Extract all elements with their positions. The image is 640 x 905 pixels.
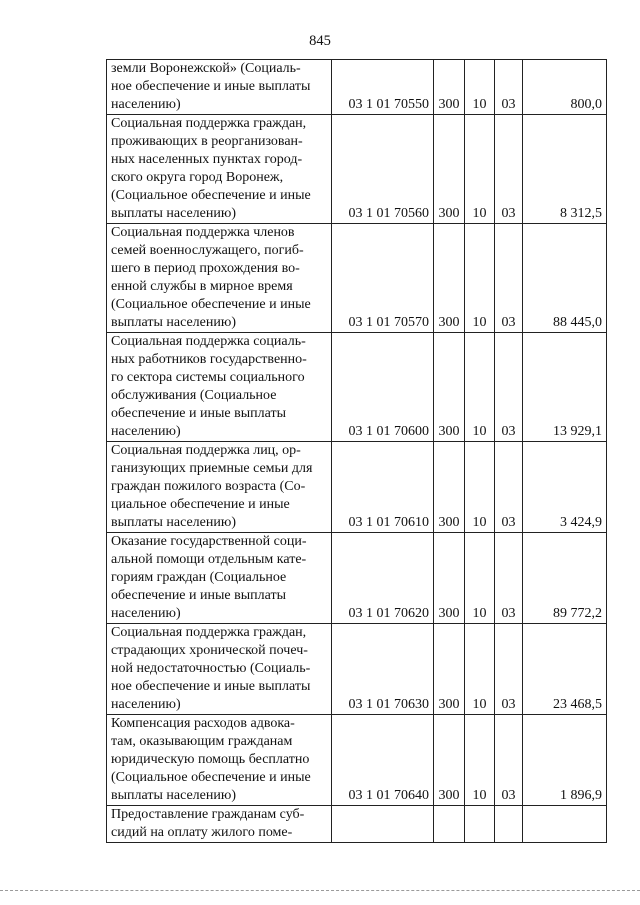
subsection-cell: 03: [495, 115, 523, 224]
target-item-code-cell: [332, 806, 434, 843]
table-row: [107, 333, 607, 442]
amount-cell: 89 772,2: [523, 533, 607, 624]
subsection-cell: 03: [495, 442, 523, 533]
expense-name-line: Компенсация расходов адвока-: [111, 716, 295, 731]
expense-type-cell: 300: [434, 442, 465, 533]
page-number: 845: [309, 33, 331, 49]
expense-name-line: населению): [111, 424, 181, 439]
expense-name-cell: [107, 533, 332, 624]
expense-name-line: го сектора системы социального: [111, 370, 305, 385]
expense-name-line: обеспечение и иные выплаты: [111, 588, 286, 603]
expense-name-line: выплаты населению): [111, 206, 236, 221]
table-row: [107, 60, 607, 115]
expense-name-line: юридическую помощь бесплатно: [111, 752, 310, 767]
expense-name-line: выплаты населению): [111, 315, 236, 330]
expense-name-line: населению): [111, 697, 181, 712]
target-item-code-cell: 03 1 01 70610: [332, 442, 434, 533]
expense-name-line: (Социальное обеспечение и иные: [111, 770, 311, 785]
table-row: [107, 806, 607, 843]
section-cell: 10: [465, 533, 495, 624]
subsection-cell: 03: [495, 533, 523, 624]
expense-name-line: земли Воронежской» (Социаль-: [111, 61, 301, 76]
section-cell: 10: [465, 624, 495, 715]
expense-name-line: гориям граждан (Социальное: [111, 570, 287, 585]
expense-type-cell: 300: [434, 533, 465, 624]
target-item-code-cell: 03 1 01 70630: [332, 624, 434, 715]
expense-name-line: Социальная поддержка граждан,: [111, 116, 307, 131]
target-item-code-cell: 03 1 01 70550: [332, 60, 434, 115]
budget-table: [106, 59, 607, 843]
amount-cell: 1 896,9: [523, 715, 607, 806]
expense-name-line: альной помощи отдельным кате-: [111, 552, 307, 567]
subsection-cell: 03: [495, 60, 523, 115]
expense-name-line: (Социальное обеспечение и иные: [111, 188, 311, 203]
expense-name-line: выплаты населению): [111, 788, 236, 803]
table-row: [107, 715, 607, 806]
expense-name-line: ных работников государственно-: [111, 352, 307, 367]
section-cell: 10: [465, 715, 495, 806]
section-cell: 10: [465, 115, 495, 224]
table-row: [107, 115, 607, 224]
expense-name-line: ное обеспечение и иные выплаты: [111, 679, 311, 694]
expense-name-line: (Социальное обеспечение и иные: [111, 297, 311, 312]
subsection-cell: 03: [495, 333, 523, 442]
expense-name-line: проживающих в реорганизован-: [111, 134, 303, 149]
expense-type-cell: 300: [434, 115, 465, 224]
expense-name-line: граждан пожилого возраста (Со-: [111, 479, 306, 494]
expense-name-line: ганизующих приемные семьи для: [111, 461, 313, 476]
expense-type-cell: 300: [434, 224, 465, 333]
expense-name-line: обеспечение и иные выплаты: [111, 406, 286, 421]
target-item-code-cell: 03 1 01 70600: [332, 333, 434, 442]
expense-name-line: ского округа город Воронеж,: [111, 170, 284, 185]
target-item-code-cell: 03 1 01 70570: [332, 224, 434, 333]
expense-name-cell: [107, 115, 332, 224]
expense-name-cell: [107, 624, 332, 715]
subsection-cell: [495, 806, 523, 843]
section-cell: [465, 806, 495, 843]
subsection-cell: 03: [495, 715, 523, 806]
expense-name-line: семей военнослужащего, погиб-: [111, 243, 304, 258]
expense-type-cell: 300: [434, 333, 465, 442]
expense-type-cell: [434, 806, 465, 843]
expense-name-line: циальное обеспечение и иные: [111, 497, 290, 512]
amount-cell: 88 445,0: [523, 224, 607, 333]
amount-cell: 800,0: [523, 60, 607, 115]
amount-cell: [523, 806, 607, 843]
subsection-cell: 03: [495, 624, 523, 715]
expense-name-cell: [107, 333, 332, 442]
target-item-code-cell: 03 1 01 70640: [332, 715, 434, 806]
budget-table-body: [107, 60, 607, 843]
expense-name-line: Социальная поддержка лиц, ор-: [111, 443, 301, 458]
expense-name-cell: [107, 806, 332, 843]
expense-name-line: страдающих хронической почеч-: [111, 643, 308, 658]
expense-name-line: обслуживания (Социальное: [111, 388, 277, 403]
amount-cell: 8 312,5: [523, 115, 607, 224]
expense-name-cell: [107, 715, 332, 806]
expense-name-line: Социальная поддержка членов: [111, 225, 295, 240]
expense-name-cell: [107, 442, 332, 533]
subsection-cell: 03: [495, 224, 523, 333]
expense-name-line: енной службы в мирное время: [111, 279, 293, 294]
expense-name-line: населению): [111, 97, 181, 112]
table-row: [107, 224, 607, 333]
section-cell: 10: [465, 333, 495, 442]
expense-name-cell: [107, 60, 332, 115]
page-bottom-rule: [0, 890, 640, 891]
expense-type-cell: 300: [434, 715, 465, 806]
expense-name-line: Оказание государственной соци-: [111, 534, 307, 549]
table-row: [107, 624, 607, 715]
amount-cell: 23 468,5: [523, 624, 607, 715]
table-row: [107, 533, 607, 624]
section-cell: 10: [465, 442, 495, 533]
expense-name-cell: [107, 224, 332, 333]
expense-name-line: сидий на оплату жилого поме-: [111, 825, 293, 840]
expense-name-line: ное обеспечение и иные выплаты: [111, 79, 311, 94]
amount-cell: 13 929,1: [523, 333, 607, 442]
expense-type-cell: 300: [434, 624, 465, 715]
expense-name-line: Социальная поддержка граждан,: [111, 625, 307, 640]
section-cell: 10: [465, 224, 495, 333]
expense-name-line: Социальная поддержка социаль-: [111, 334, 306, 349]
expense-name-line: ных населенных пунктах город-: [111, 152, 303, 167]
section-cell: 10: [465, 60, 495, 115]
target-item-code-cell: 03 1 01 70560: [332, 115, 434, 224]
amount-cell: 3 424,9: [523, 442, 607, 533]
expense-name-line: Предоставление гражданам суб-: [111, 807, 305, 822]
expense-name-line: ной недостаточностью (Социаль-: [111, 661, 311, 676]
expense-name-line: населению): [111, 606, 181, 621]
expense-name-line: там, оказывающим гражданам: [111, 734, 293, 749]
target-item-code-cell: 03 1 01 70620: [332, 533, 434, 624]
expense-type-cell: 300: [434, 60, 465, 115]
table-row: [107, 442, 607, 533]
expense-name-line: выплаты населению): [111, 515, 236, 530]
expense-name-line: шего в период прохождения во-: [111, 261, 300, 276]
